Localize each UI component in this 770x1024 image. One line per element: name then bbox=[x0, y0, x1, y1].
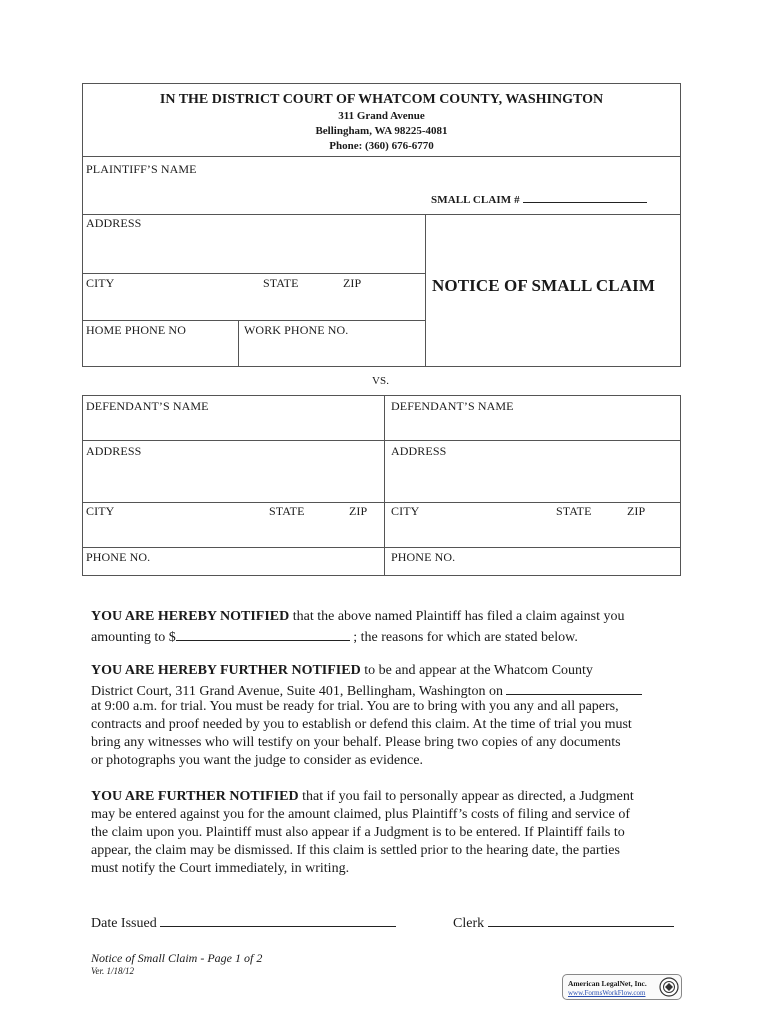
version-label: Ver. 1/18/12 bbox=[91, 966, 135, 976]
defendant1-name-label: DEFENDANT’S NAME bbox=[86, 399, 209, 413]
page-footer-label: Notice of Small Claim - Page 1 of 2 bbox=[91, 951, 263, 965]
notice-paragraph-2: YOU ARE HEREBY FURTHER NOTIFIED to be and appear at the Whatcom County District Court, 311 Grand Avenue, Suite 401, Bellingham, Washington on at 9:00 a.m. for trial. You must be ready for trial. You are to bring with you any and all papers, contracts and proof needed by you to establish or defend this claim. At the time of trial you must bring any witnesses who will testify on your behalf. Please bring two copies of any documents or photographs you want the judge to consider as evidence. bbox=[91, 662, 691, 770]
small-claim-number[interactable] bbox=[431, 191, 647, 206]
plaintiff-phone-divider bbox=[238, 320, 239, 367]
work-phone-label: WORK PHONE NO. bbox=[244, 323, 349, 337]
publisher-logo-icon bbox=[659, 977, 679, 997]
notice-paragraph-3: YOU ARE FURTHER NOTIFIED that if you fail to personally appear as directed, a Judgment may be entered against you for the amount claimed, plus Plaintiff’s costs of filing and service of the claim upon you. Plaintiff must also appear if a Judgment is to be entered. If Plaintiff fails to appear, the claim may be dismissed. If this claim is settled prior to the hearing date, the parties must notify the Court immediately, in writing. bbox=[91, 789, 634, 876]
defendant2-city-label: CITY bbox=[391, 504, 420, 518]
court-address-line1: 311 Grand Avenue bbox=[338, 110, 425, 122]
defendant2-state-label: STATE bbox=[556, 504, 592, 518]
date-issued bbox=[91, 912, 396, 932]
trial-date-blank[interactable] bbox=[506, 680, 642, 695]
court-phone: Phone: (360) 676-6770 bbox=[329, 140, 434, 152]
notice-title: NOTICE OF SMALL CLAIM bbox=[432, 276, 655, 295]
defendant1-zip-label: ZIP bbox=[349, 504, 368, 518]
plaintiff-name-field[interactable] bbox=[86, 178, 421, 212]
defendant-name-line bbox=[82, 440, 681, 441]
claim-divider bbox=[425, 214, 426, 367]
publisher-name: American LegalNet, Inc. bbox=[568, 979, 647, 988]
plaintiff-name-line bbox=[82, 214, 681, 215]
date-issued-label: Date Issued bbox=[91, 916, 161, 931]
court-header bbox=[82, 83, 681, 157]
further-notified-fail-heading: YOU ARE FURTHER NOTIFIED bbox=[91, 789, 299, 804]
defendant2-name-label: DEFENDANT’S NAME bbox=[391, 399, 514, 413]
vs-label: VS. bbox=[372, 375, 390, 387]
plaintiff-city-label: CITY bbox=[86, 276, 115, 290]
clerk-label: Clerk bbox=[453, 916, 488, 931]
defendant1-city-label: CITY bbox=[86, 504, 115, 518]
notice-paragraph-1: YOU ARE HEREBY NOTIFIED that the above named Plaintiff has filed a claim against you amounting to $ ; the reasons for which are stated below. bbox=[91, 609, 625, 645]
notified-heading: YOU ARE HEREBY NOTIFIED bbox=[91, 609, 290, 624]
plaintiff-state-label: STATE bbox=[263, 276, 299, 290]
publisher-url[interactable]: www.FormsWorkFlow.com bbox=[568, 989, 646, 997]
plaintiff-address-line bbox=[82, 273, 425, 274]
defendant-address-line bbox=[82, 502, 681, 503]
defendant1-address-label: ADDRESS bbox=[86, 444, 142, 458]
home-phone-label: HOME PHONE NO bbox=[86, 323, 186, 337]
defendant1-phone-label: PHONE NO. bbox=[86, 550, 151, 564]
date-issued-blank[interactable] bbox=[160, 912, 396, 927]
defendant1-state-label: STATE bbox=[269, 504, 305, 518]
further-notified-heading: YOU ARE HEREBY FURTHER NOTIFIED bbox=[91, 663, 361, 678]
plaintiff-name-label: PLAINTIFF’S NAME bbox=[86, 162, 197, 176]
plaintiff-zip-label: ZIP bbox=[343, 276, 362, 290]
defendant2-address-label: ADDRESS bbox=[391, 444, 447, 458]
plaintiff-city-line bbox=[82, 320, 425, 321]
small-claim-label: SMALL CLAIM # bbox=[431, 194, 523, 206]
publisher-badge bbox=[562, 974, 682, 1000]
defendants-divider bbox=[384, 395, 385, 576]
small-claim-blank[interactable] bbox=[523, 191, 647, 203]
claim-amount-blank[interactable] bbox=[176, 626, 350, 641]
defendants-section bbox=[82, 395, 681, 576]
plaintiff-address-label: ADDRESS bbox=[86, 216, 142, 230]
clerk-blank[interactable] bbox=[488, 912, 674, 927]
court-title: IN THE DISTRICT COURT OF WHATCOM COUNTY, WASHINGTON bbox=[159, 92, 604, 107]
defendant2-phone-label: PHONE NO. bbox=[391, 550, 456, 564]
clerk-signature bbox=[453, 912, 674, 932]
court-address-line2: Bellingham, WA 98225-4081 bbox=[315, 125, 448, 137]
defendant-city-line bbox=[82, 547, 681, 548]
defendant2-zip-label: ZIP bbox=[627, 504, 646, 518]
